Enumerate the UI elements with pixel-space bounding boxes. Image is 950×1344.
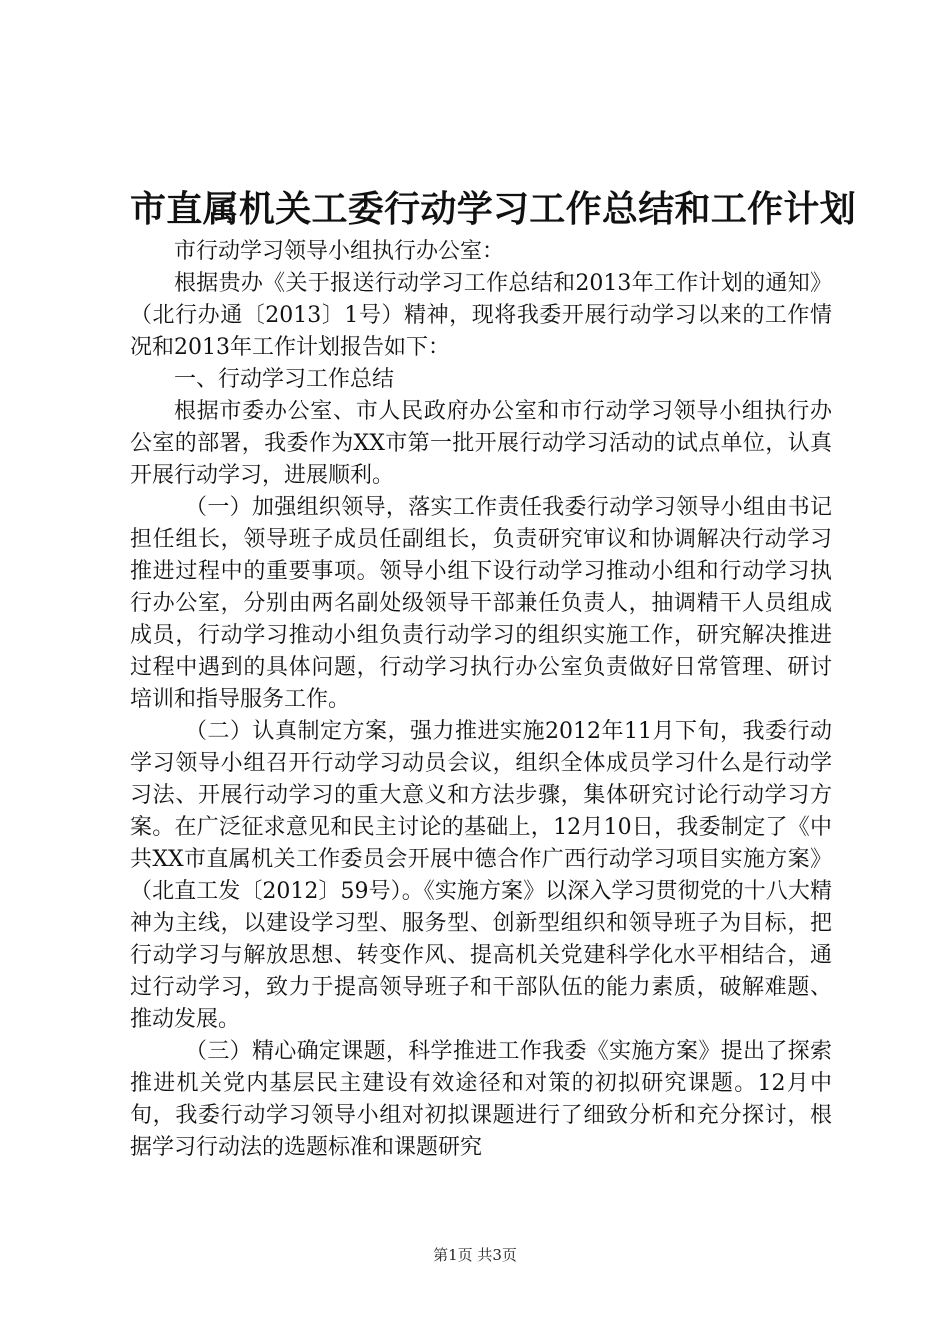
page-number-footer: 第1页 共3页	[433, 1246, 517, 1264]
topic-selection-paragraph: （三）精心确定课题，科学推进工作我委《实施方案》提出了探索推进机关党内基层民主建设有效途径和对策的初拟研究课题。12月中旬，我委行动学习领导小组对初拟课题进行了细致分析和充分探讨，根据学习行动法的选题标准和课题研究	[130, 1039, 832, 1160]
document-title: 市直属机关工委行动学习工作总结和工作计划	[130, 189, 857, 230]
plan-formulation-paragraph: （二）认真制定方案，强力推进实施2012年11月下旬，我委行动学习领导小组召开行动学习动员会议，组织全体成员学习什么是行动学习法、开展行动学习的重大意义和方法步骤，集体研究讨论行动学习方案。在广泛征求意见和民主讨论的基础上，12月10日，我委制定了《中共XX市直属机关工作委员会开展中德合作广西行动学习项目实施方案》（北直工发〔2012〕59号）。《实施方案》以深入学习贯彻党的十八大精神为主线，以建设学习型、服务型、创新型组织和领导班子为目标，把行动学习与解放思想、转变作风、提高机关党建科学化水平相结合，通过行动学习，致力于提高领导班子和干部队伍的能力素质，破解难题、推动发展。	[130, 719, 832, 1032]
intro-paragraph: 根据贵办《关于报送行动学习工作总结和2013年工作计划的通知》（北行办通〔2013〕1号）精神，现将我委开展行动学习以来的工作情况和2013年工作计划报告如下：	[130, 271, 832, 360]
section-heading-summary: 一、行动学习工作总结	[174, 367, 395, 392]
organization-leadership-paragraph: （一）加强组织领导，落实工作责任我委行动学习领导小组由书记担任组长，领导班子成员任副组长，负责研究审议和协调解决行动学习推进过程中的重要事项。领导小组下设行动学习推动小组和行动学习执行办公室，分别由两名副处级领导干部兼任负责人，抽调精干人员组成成员，行动学习推动小组负责行动学习的组织实施工作，研究解决推进过程中遇到的具体问题，行动学习执行办公室负责做好日常管理、研讨培训和指导服务工作。	[130, 495, 832, 712]
document-body	[130, 236, 832, 1164]
salutation-paragraph: 市行动学习领导小组执行办公室：	[174, 239, 505, 264]
background-paragraph: 根据市委办公室、市人民政府办公室和市行动学习领导小组执行办公室的部署，我委作为XX市第一批开展行动学习活动的试点单位，认真开展行动学习，进展顺利。	[130, 399, 832, 488]
